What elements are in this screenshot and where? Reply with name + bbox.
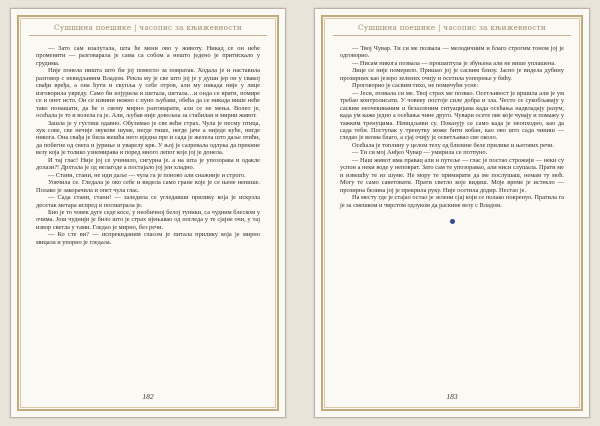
page-frame [17,15,279,411]
header-rule [333,35,571,36]
paragraph: Лице се није померило. Пришао јој је сасвим близу. Јасно је видела дубину прозирних као језеро зелених очију и осетила уопорење у бићу. [340,67,564,82]
running-header: Сушшина поешике | часопис за књижевности [54,23,242,32]
paragraph: И тај глас! Није јој се учинило, сигурна је. а на шта је упозоравa и одакле долази?! Дрхтала је од нелагоде а постајало јој јеи хладно. [36,156,260,172]
paragraph: — Наш живот има правац али и путеље — глас је постао строжији — неки су успон а неки воде у неповрат. Зато сам те упозоравао, али ниси слушала. Прати ме и извешћу те из шуме. Не мору те примирати да ме послушаш, немам ту моћ. Могу те само саветовати. Прати светло које видиш. Моје време је истекло — прозирна белина јој је прекрила руку. Није осетила додир. Нестао је. [340,156,564,194]
end-ornament-dot-icon [450,219,455,224]
paragraph: На месту где је стајао остао је зелени сјај који се полако покренуо. Пратила га је за смешком и чврстом одлуком да раскине везу с Владом. [340,194,564,209]
paragraph: — Ко сте ви? — испрекиданим гласом је питала прилику која је мирно мицала и упорно је гледала. [36,231,260,246]
page-text [340,45,564,224]
running-header: Сушшина поешике | часопис за књижевности [358,23,546,32]
paragraph: Осећала је топлину у целом телу од близине беле прилике и његових речи. [352,141,554,149]
paragraph: — Ти си мој Анђео Чувар — умирила се потпуно. [352,149,488,157]
paragraph: — Твој Чувар. Ти си ме позвала — мелодичним и благо строгим тоном јој је одговорио. [340,45,564,60]
page-text [36,45,260,246]
right-page [314,8,590,418]
page-number: 182 [142,392,154,401]
paragraph: Проговорио је сасвим тихо, не помичући усне: [352,82,479,90]
paragraph: — Нисам никога позвала — прошаптула је збуњена али не више уплашена. [352,59,556,67]
left-page [10,8,286,418]
paragraph: — Јеси, позвала си ме. Твој страх ме позвао. Осетљивост је вршила али је ум требао контролисати. У човеку постоје силе добра и зла. Често се сукобљавају у сасвим неочекиваним и безазленим ситуацијама када осећања надвладају разум, када ум каже једно а осећања чине друго. Чувари осете ове које чувају и помажу у тажким тренуцима. Невидљиви су. Показују се само када је неопходно, као да сада теби. Поступак у тренутку може бити кобан, као ово што сада чиниш — гледао је веома благо, а сјај очију је осветљавао све около. [340,89,564,142]
paragraph: — Сада стани, стани! — заледила се угледавши прилику која је искрзла десетак метара испред и посматрала је. [36,194,260,209]
header-rule [29,35,267,36]
paragraph: Уокчила се. Гледала је око себе и видела само гране које је се њене ненише. Полако је закорачила и опет чула глас. [36,179,260,194]
page-frame [321,15,583,411]
page-number: 183 [446,392,458,401]
paragraph: — Стани, стани, не иди даље — чула га је поново али снажније и строго. [48,171,246,179]
paragraph: Био је то човек дуге седе косе, у необичној белој туники, са чудним блеском у очима. Још чуднији је било што је страх ијењавао од погледа у те сјајне очи, у тај извор светла у тами. Гледао је мирно, без речи. [36,208,260,231]
paragraph: Зашла је у густиш одавно. Обузимао је све већи страх. Чула је песму птица, хук сове, све нечије звукове шуме, негде тише, негде јаче а ниједе кућe, нигде никога. Она свађа је била жешћа него иједна пре и сада је желела што даље отићи, да побегне од свега и јуриње и уварелу крв. У њој је сазревала одлука да прекине везу која је толико узнемирава и поред многo лепог које јој је донела. [36,119,260,157]
paragraph: Није понела ништа што би јој помогло за повратак. Ходала је и наставила разговор с невидљивим Владом. Рекла му је све што јој је у души јер он у свакој свађи вређа, а она ћути и скупља у себе отров, али му никада није у лице изговорила увреду. Само би изјурила и шетала, шетала…и онда се врати, помире се и опет исто. Он се извини нежно с пуно љубави, обећа да се никада више неће тако понашати, да ће о свему мирно разговарати, али се не мења. Волео је, осећала је то и волела га је. Али, љубав није довољна за стабилан и мирни живот. [36,67,260,120]
paragraph: — Зато сам изалутала, шта ће мени ово у животу. Никад се он неће променити — разговарала је сама са собом а нешто једено је притискало у грудима. [36,45,260,67]
